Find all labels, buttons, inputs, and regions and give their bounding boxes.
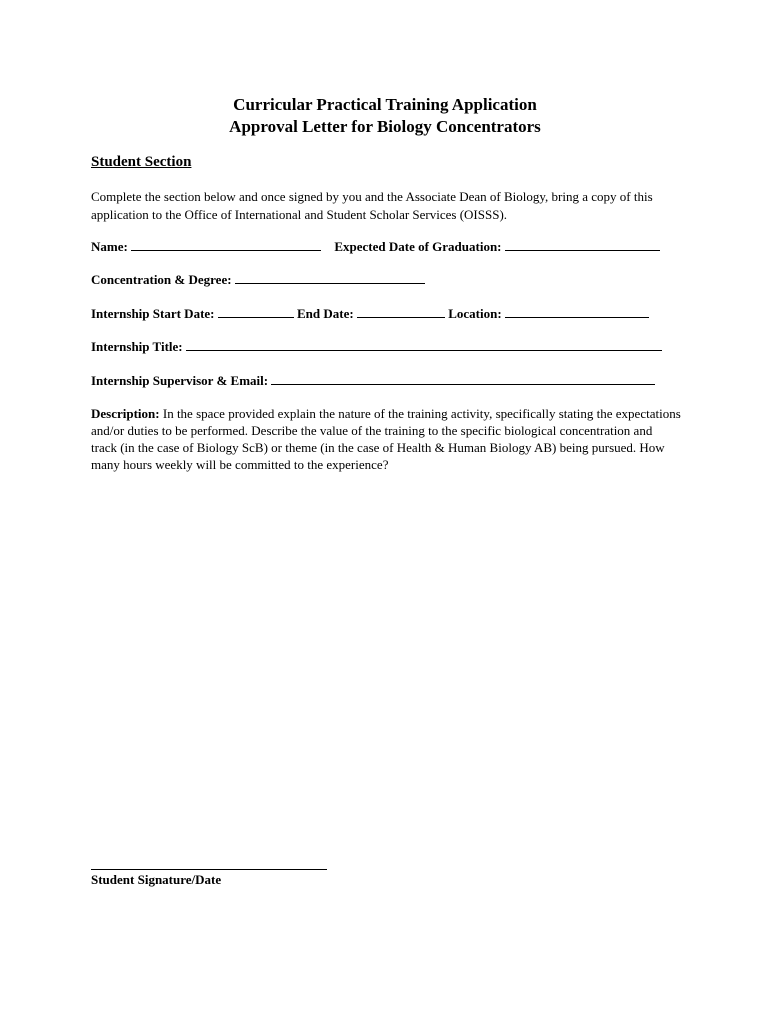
end-date-field[interactable] [357,305,445,318]
location-label: Location: [448,306,502,321]
start-date-field[interactable] [218,305,294,318]
end-date-label: End Date: [297,306,354,321]
signature-label: Student Signature/Date [91,872,222,887]
supervisor-row [91,372,655,390]
intro-paragraph: Complete the section below and once signed by you and the Associate Dean of Biology, bring a copy of this application to the Office of International and Student Scholar Services (OISSS). [91,189,653,222]
title-line-1: Curricular Practical Training Application [233,95,537,114]
name-field[interactable] [131,238,321,251]
concentration-label: Concentration & Degree: [91,272,232,287]
location-field[interactable] [505,305,649,318]
signature-line[interactable] [91,869,327,870]
start-date-label: Internship Start Date: [91,306,215,321]
concentration-row [91,271,425,289]
supervisor-field[interactable] [271,372,655,385]
concentration-field[interactable] [235,271,425,284]
internship-title-label: Internship Title: [91,339,183,354]
internship-title-row [91,338,662,356]
graduation-date-field[interactable] [505,238,660,251]
graduation-label: Expected Date of Graduation: [334,239,502,254]
name-label: Name: [91,239,128,254]
description-label: Description: [91,406,160,421]
document-title [0,94,770,138]
student-section-heading: Student Section [91,154,192,170]
supervisor-label: Internship Supervisor & Email: [91,373,269,388]
description-text: In the space provided explain the nature of the training activity, specifically stating the expectations and/or duties to be performed. Describe the value of the training to the specific biological concentration and track (in the case of Biology ScB) or theme (in the case of Health & Human Biology AB) being pursued. How many hours weekly will be committed to the experience? [91,406,681,472]
description-paragraph [91,405,681,473]
title-line-2: Approval Letter for Biology Concentrators [229,117,541,136]
internship-title-field[interactable] [186,338,662,351]
dates-location-row [91,305,649,323]
name-graduation-row [91,238,660,256]
